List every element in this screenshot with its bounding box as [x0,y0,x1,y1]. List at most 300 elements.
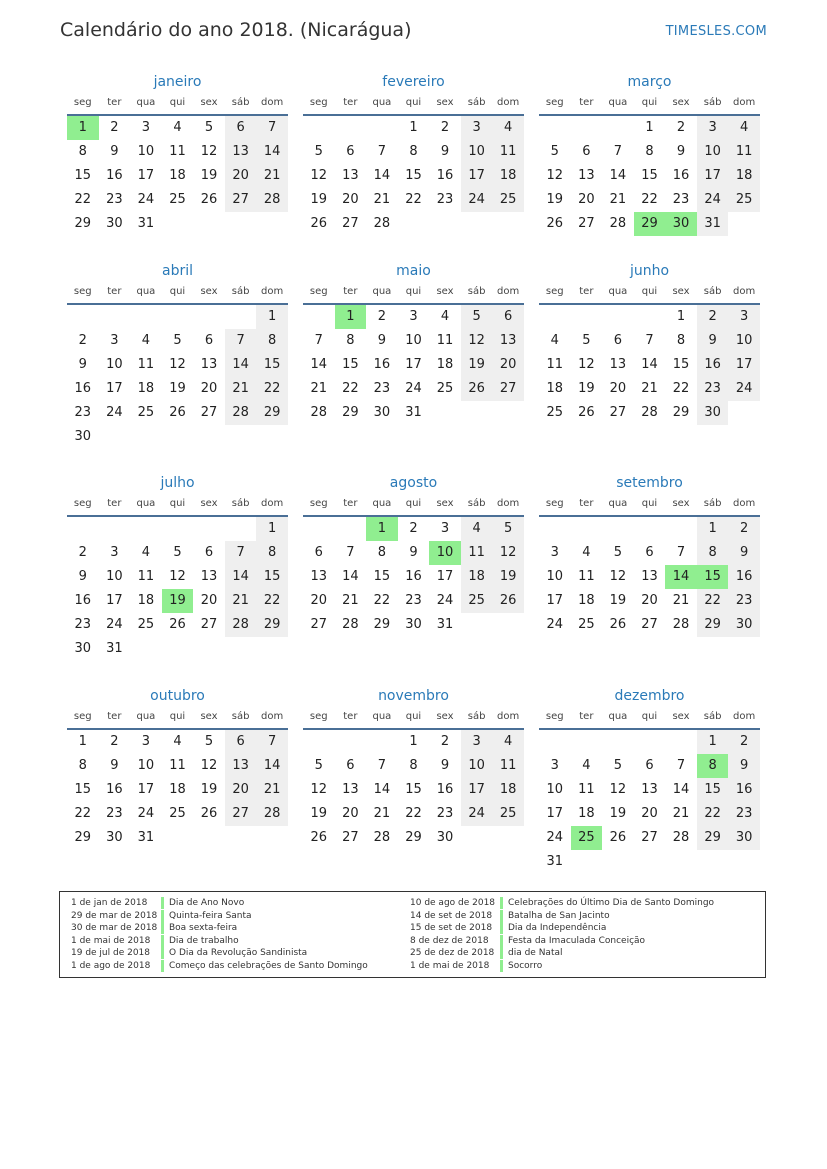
day-empty [539,116,571,140]
day-cell: 26 [200,806,218,821]
day-cell: 16 [728,778,760,802]
day-cell: 18 [578,593,595,608]
site-link[interactable]: TIMESLES.COM [665,24,767,39]
day-cell: 20 [225,164,257,188]
day-empty [162,517,194,541]
day-cell: 22 [256,589,288,613]
day-cell: 31 [697,212,729,236]
day-cell: 20 [578,192,595,207]
weekday-label: ter [343,97,358,108]
day-cell: 7 [645,333,654,348]
day-cell: 2 [697,305,729,329]
weekday-label: sáb [467,498,486,509]
legend-row [410,935,714,948]
day-cell: 9 [78,357,87,372]
day-cell: 28 [225,613,257,637]
day-empty [193,425,225,449]
weekday-label: qua [608,498,628,509]
day-empty [634,305,666,329]
day-empty [225,637,257,661]
weekday-label: ter [107,711,122,722]
day-empty [697,850,729,874]
weekday-label: qui [169,97,186,108]
day-cell: 19 [609,593,627,608]
day-cell: 27 [225,188,257,212]
day-cell: 23 [106,192,123,207]
day-cell: 2 [440,734,450,749]
day-cell: 2 [728,730,760,754]
day-cell: 26 [169,617,186,632]
day-empty [67,305,99,329]
day-cell: 25 [137,405,155,420]
weekday-label: seg [73,97,92,108]
day-cell: 23 [106,806,123,821]
day-cell-holiday: 1 [67,116,99,140]
day-cell: 10 [461,754,493,778]
day-cell: 7 [225,541,257,565]
weekday-label: sáb [231,711,250,722]
day-cell: 13 [578,168,595,183]
day-empty [162,826,194,850]
day-cell: 5 [204,120,214,135]
weekday-label: qui [641,711,658,722]
day-cell: 7 [225,329,257,353]
day-cell: 5 [613,758,623,773]
day-cell: 26 [609,617,627,632]
day-empty [571,517,603,541]
day-cell: 29 [74,216,92,231]
day-cell: 24 [697,188,729,212]
day-cell: 17 [106,593,123,608]
holiday-date: 10 de ago de 2018 [410,898,496,908]
day-empty [99,305,131,329]
day-empty [67,517,99,541]
day-grid [303,517,524,637]
day-cell: 23 [728,589,760,613]
day-cell: 3 [697,116,729,140]
day-cell: 4 [492,730,524,754]
day-cell: 12 [546,168,564,183]
day-cell: 23 [74,617,92,632]
day-cell: 15 [256,353,288,377]
day-cell: 26 [169,405,186,420]
holiday-marker [500,947,503,959]
weekday-label: dom [497,97,520,108]
weekday-label: sex [200,286,218,297]
day-cell: 4 [173,734,182,749]
day-cell: 27 [492,377,524,401]
weekday-label: sex [200,97,218,108]
weekday-label: ter [107,498,122,509]
day-cell: 3 [550,545,559,560]
holiday-marker [500,960,503,972]
weekday-label: ter [579,97,594,108]
day-grid [539,116,760,236]
day-cell: 12 [609,569,627,584]
day-cell: 22 [697,802,729,826]
day-cell-holiday: 8 [697,754,729,778]
weekday-label: ter [343,286,358,297]
day-empty [665,730,697,754]
day-cell: 1 [78,734,87,749]
day-cell: 19 [200,782,218,797]
day-cell: 26 [492,589,524,613]
day-empty [634,730,666,754]
day-cell: 11 [169,144,186,159]
day-cell: 27 [225,802,257,826]
day-cell: 27 [342,830,359,845]
weekday-header [539,495,760,517]
holiday-legend [59,891,766,978]
day-cell: 8 [409,758,418,773]
day-cell: 20 [609,381,627,396]
day-cell: 29 [672,405,690,420]
day-cell: 1 [676,309,686,324]
day-cell: 8 [346,333,355,348]
day-cell: 28 [641,405,658,420]
day-empty [602,730,634,754]
weekday-label: sex [436,97,454,108]
weekday-label: ter [579,711,594,722]
day-empty [193,212,225,236]
day-cell: 1 [409,120,418,135]
day-cell: 3 [141,734,151,749]
day-cell: 12 [169,357,186,372]
weekday-label: sex [200,498,218,509]
holiday-name: Dia da Independência [508,923,607,933]
day-cell: 14 [672,782,690,797]
day-cell: 4 [492,116,524,140]
day-cell: 16 [405,569,422,584]
day-cell: 2 [409,521,418,536]
legend-column-left [71,897,368,972]
weekday-header [539,283,760,305]
month-novembro [303,684,524,850]
day-cell: 31 [106,641,123,656]
weekday-label: dom [733,711,756,722]
day-cell: 22 [342,381,359,396]
weekday-label: qua [136,498,156,509]
day-cell: 9 [440,758,450,773]
holiday-name: Quinta-feira Santa [169,910,252,921]
month-name: setembro [616,475,683,491]
holiday-date: 30 de mar de 2018 [71,923,158,933]
day-cell: 13 [342,168,359,183]
legend-row [71,897,368,910]
day-cell: 14 [641,357,658,372]
day-cell: 10 [106,569,123,584]
day-cell: 30 [436,830,454,845]
day-cell: 23 [373,381,391,396]
day-cell: 29 [697,613,729,637]
day-cell: 28 [672,617,690,632]
day-cell: 3 [110,333,119,348]
month-junho [539,259,760,425]
month-abril [67,259,288,449]
day-cell: 23 [436,192,454,207]
day-cell: 10 [137,758,155,773]
month-name: outubro [150,688,205,704]
day-cell: 28 [310,405,328,420]
day-empty [665,517,697,541]
day-cell-holiday: 19 [162,589,194,613]
day-cell: 22 [373,593,391,608]
weekday-label: sáb [703,711,722,722]
day-cell: 25 [169,192,186,207]
day-cell: 22 [74,192,92,207]
day-cell-holiday: 30 [665,212,697,236]
holiday-name: dia de Natal [508,948,563,958]
day-cell: 12 [200,758,218,773]
day-cell: 8 [676,333,686,348]
day-empty [634,517,666,541]
month-dezembro [539,684,760,874]
day-cell: 18 [169,168,186,183]
day-cell: 22 [405,192,422,207]
day-cell: 6 [346,144,355,159]
day-empty [130,305,162,329]
day-empty [162,212,194,236]
day-cell: 4 [141,333,151,348]
day-cell: 5 [314,758,323,773]
day-empty [602,116,634,140]
legend-row [410,910,714,923]
day-cell: 6 [645,545,654,560]
weekday-label: ter [107,286,122,297]
legend-row [410,897,714,910]
holiday-marker [500,910,503,922]
day-cell: 8 [645,144,654,159]
day-cell: 27 [578,216,595,231]
day-cell: 22 [256,377,288,401]
day-cell: 23 [405,593,422,608]
day-empty [461,613,493,637]
day-cell: 18 [492,778,524,802]
day-cell: 7 [377,144,387,159]
day-empty [665,850,697,874]
day-cell: 11 [137,357,155,372]
weekday-label: ter [343,498,358,509]
weekday-label: dom [733,286,756,297]
day-empty [130,637,162,661]
day-empty [634,850,666,874]
weekday-label: qua [136,97,156,108]
day-cell: 21 [373,192,391,207]
holiday-marker [500,922,503,934]
day-cell: 28 [256,188,288,212]
weekday-label: seg [545,711,564,722]
day-cell: 18 [578,806,595,821]
weekday-label: qua [608,97,628,108]
day-cell: 20 [200,381,218,396]
day-cell: 30 [728,826,760,850]
weekday-label: seg [545,97,564,108]
day-cell: 21 [342,593,359,608]
day-cell-holiday: 14 [665,565,697,589]
day-cell: 11 [169,758,186,773]
day-cell: 17 [546,593,564,608]
day-cell: 19 [200,168,218,183]
weekday-label: ter [107,97,122,108]
day-cell: 6 [204,333,214,348]
day-cell: 8 [78,758,87,773]
day-empty [256,826,288,850]
holiday-name: Dia de Ano Novo [169,898,245,908]
day-cell: 5 [492,517,524,541]
day-cell: 20 [225,778,257,802]
day-cell: 25 [137,617,155,632]
day-cell: 24 [546,830,564,845]
day-cell: 5 [314,144,323,159]
weekday-label: dom [261,711,284,722]
holiday-date: 1 de ago de 2018 [71,960,151,971]
holiday-marker [161,935,164,947]
day-cell: 8 [377,545,387,560]
weekday-label: seg [309,498,328,509]
holiday-marker [500,935,503,947]
holiday-marker [161,897,164,909]
day-cell: 1 [697,517,729,541]
weekday-label: sáb [703,286,722,297]
weekday-label: seg [309,711,328,722]
month-março [539,70,760,236]
weekday-label: dom [497,711,520,722]
day-cell: 6 [346,758,355,773]
day-cell: 21 [225,589,257,613]
day-empty [303,517,335,541]
day-cell: 21 [310,381,328,396]
day-empty [193,305,225,329]
day-cell: 5 [582,333,591,348]
day-cell: 6 [492,305,524,329]
day-cell: 25 [492,188,524,212]
day-cell: 16 [728,565,760,589]
month-name: julho [160,475,195,491]
day-grid [303,116,524,236]
weekday-label: dom [261,97,284,108]
weekday-label: sex [672,498,690,509]
day-cell: 1 [256,517,288,541]
day-cell: 4 [582,758,591,773]
day-empty [602,517,634,541]
day-cell: 28 [672,830,690,845]
day-cell: 4 [173,120,182,135]
day-cell: 8 [409,144,418,159]
day-cell: 3 [728,305,760,329]
day-cell: 20 [492,353,524,377]
day-cell: 12 [609,782,627,797]
day-cell: 13 [200,357,218,372]
day-empty [335,730,367,754]
day-cell: 4 [461,517,493,541]
day-cell-holiday: 15 [697,565,729,589]
day-cell: 19 [492,565,524,589]
weekday-label: ter [579,498,594,509]
day-cell: 28 [373,216,391,231]
holiday-date: 1 de jan de 2018 [71,898,148,908]
day-grid [539,305,760,425]
day-cell: 27 [641,617,658,632]
weekday-label: dom [261,498,284,509]
day-cell: 15 [342,357,359,372]
weekday-label: dom [733,97,756,108]
day-cell: 12 [310,168,328,183]
day-cell: 12 [578,357,595,372]
legend-row [410,922,714,935]
day-cell: 14 [256,140,288,164]
day-empty [366,116,398,140]
day-cell: 2 [728,517,760,541]
day-cell: 24 [436,593,454,608]
weekday-label: qui [169,286,186,297]
month-fevereiro [303,70,524,236]
day-cell: 3 [461,730,493,754]
day-cell: 31 [405,405,422,420]
day-empty [162,637,194,661]
weekday-label: sáb [467,711,486,722]
day-cell: 2 [78,545,87,560]
day-cell: 17 [436,569,454,584]
day-cell: 17 [137,168,155,183]
day-cell: 27 [641,830,658,845]
weekday-label: sáb [231,97,250,108]
day-empty [256,637,288,661]
day-empty [225,305,257,329]
day-cell: 21 [672,593,690,608]
day-cell: 10 [546,569,564,584]
day-cell: 15 [405,782,422,797]
weekday-label: dom [497,498,520,509]
day-empty [492,401,524,425]
day-cell: 2 [110,120,119,135]
month-janeiro [67,70,288,236]
day-cell: 21 [256,778,288,802]
holiday-name: Socorro [508,960,543,971]
holiday-date: 8 de dez de 2018 [410,935,489,946]
day-cell: 21 [641,381,658,396]
weekday-label: sex [436,711,454,722]
weekday-label: dom [497,286,520,297]
day-cell: 14 [225,353,257,377]
day-cell: 2 [78,333,87,348]
day-empty [461,826,493,850]
day-cell: 12 [461,329,493,353]
day-cell: 23 [672,192,690,207]
day-cell: 5 [613,545,623,560]
day-cell: 18 [492,164,524,188]
day-empty [492,826,524,850]
holiday-date: 1 de mai de 2018 [410,960,490,971]
day-cell: 29 [342,405,359,420]
day-cell: 16 [106,168,123,183]
weekday-label: dom [733,498,756,509]
weekday-label: seg [545,286,564,297]
day-cell: 5 [550,144,559,159]
weekday-label: sáb [231,286,250,297]
day-cell: 28 [342,617,359,632]
weekday-header [67,283,288,305]
day-cell: 25 [578,617,595,632]
day-empty [461,212,493,236]
day-cell: 10 [106,357,123,372]
day-cell: 13 [609,357,627,372]
day-cell: 10 [697,140,729,164]
day-cell: 3 [461,116,493,140]
day-cell: 5 [173,333,182,348]
day-cell: 11 [492,754,524,778]
day-cell: 20 [342,806,359,821]
month-setembro [539,471,760,637]
